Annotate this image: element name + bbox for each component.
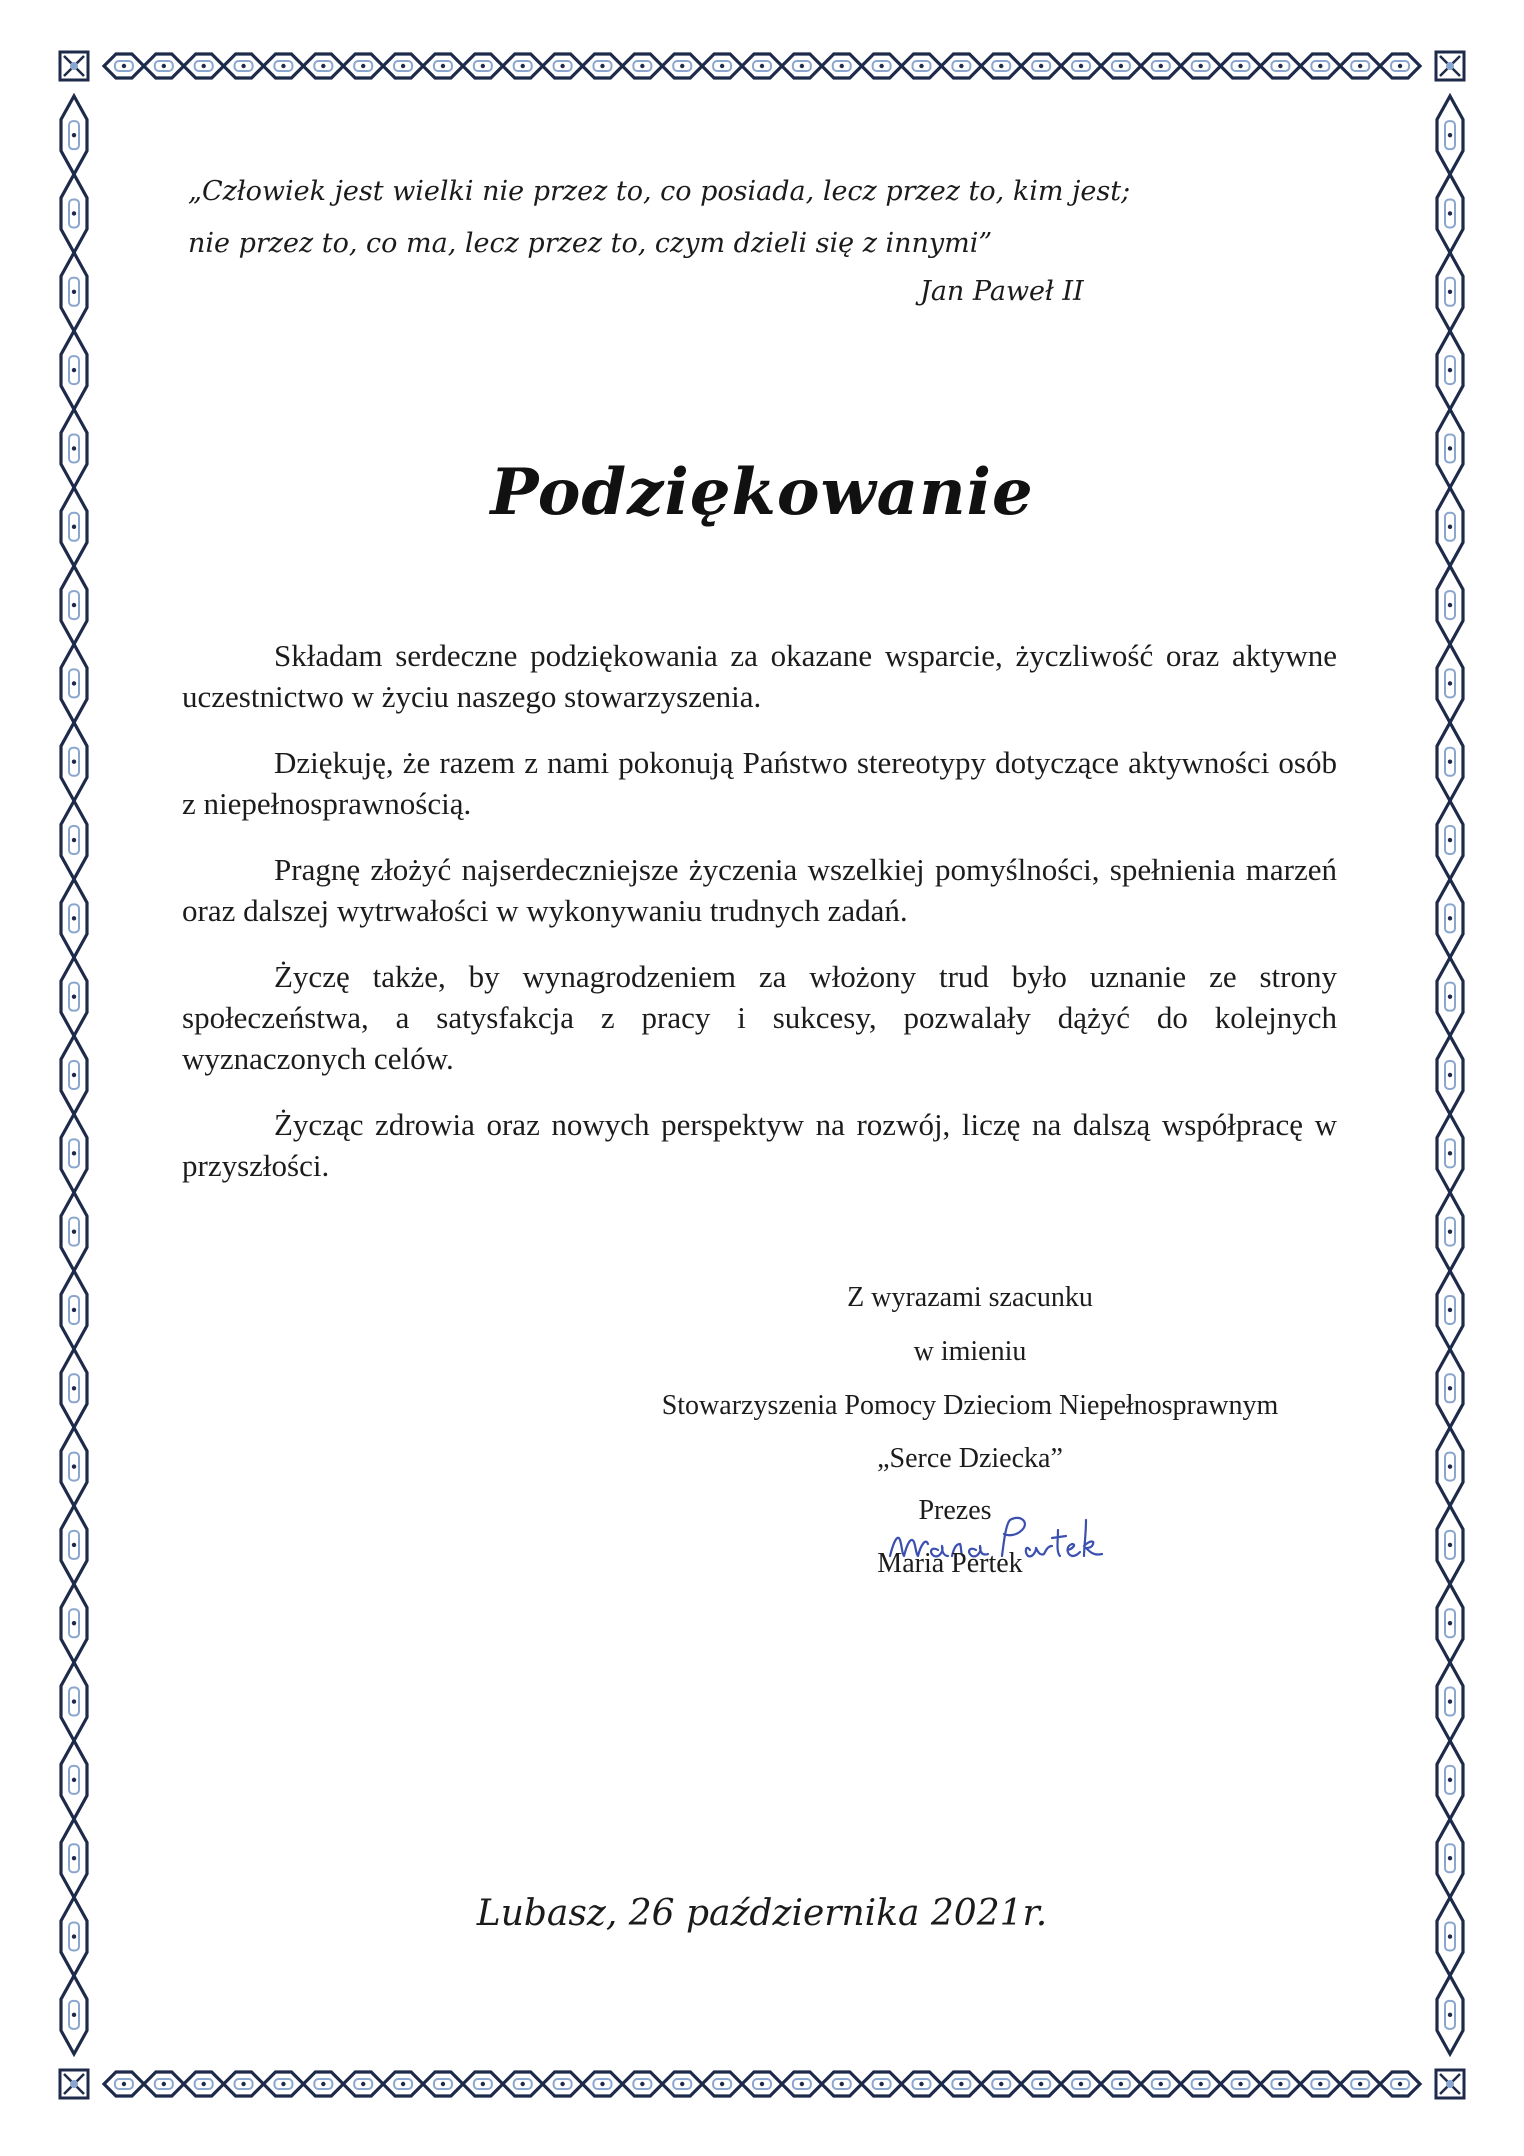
signatory-title: Prezes (918, 1495, 992, 1526)
document-title: Podziękowanie (490, 455, 1034, 530)
paragraph: Życzę także, by wynagrodzeniem za włożony trud było uznanie ze strony społeczeństwa, a satysfakcja z pracy i sukcesy, pozwalały dążyć do kolejnych wyznaczonych celów. (182, 959, 1337, 1076)
paragraph: Dziękuję, że razem z nami pokonują Państwo stereotypy dotyczące aktywności osób z niepełnosprawnością. (182, 745, 1337, 821)
quote-line-2: nie przez to, co ma, lecz przez to, czym dzieli się z innymi” (188, 228, 993, 259)
paragraph: Pragnę złożyć najserdeczniejsze życzenia wszelkiej pomyślności, spełnienia marzeń oraz dalszej wytrwałości w wykonywaniu trudnych zadań. (182, 852, 1337, 928)
signatory-name: Maria Pertek (877, 1548, 1023, 1579)
place-and-date: Lubasz, 26 października 2021r. (476, 1893, 1048, 1934)
quote-line-1: „Człowiek jest wielki nie przez to, co posiada, lecz przez to, kim jest; (188, 176, 1131, 207)
paragraph: Składam serdeczne podziękowania za okazane wsparcie, życzliwość oraz aktywne uczestnictwo w życiu naszego stowarzyszenia. (182, 638, 1337, 714)
paragraph: Życząc zdrowia oraz nowych perspektyw na rozwój, liczę na dalszą współpracę w przyszłości. (182, 1107, 1337, 1183)
organization-line: Stowarzyszenia Pomocy Dzieciom Niepełnosprawnym (661, 1390, 1279, 1421)
organization-name: „Serce Dziecka” (877, 1443, 1063, 1474)
closing-on-behalf: w imieniu (913, 1336, 1027, 1367)
quote-author: Jan Paweł II (920, 276, 1084, 307)
letter-body (182, 635, 1337, 1211)
closing-regards: Z wyrazami szacunku (847, 1282, 1093, 1313)
